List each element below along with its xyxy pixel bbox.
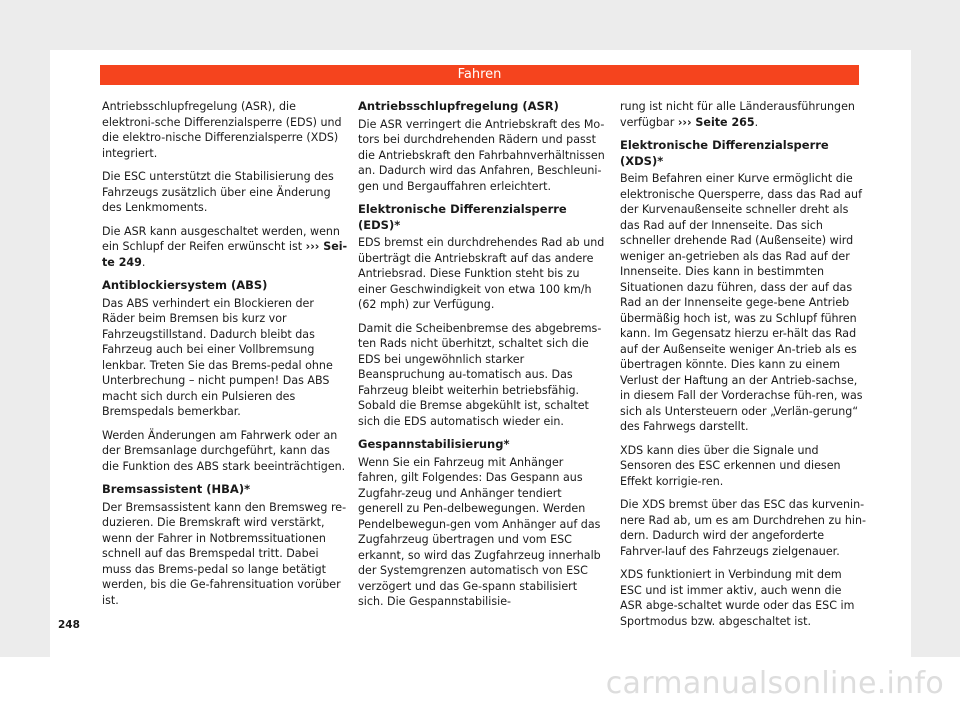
paragraph: Damit die Scheibenbremse des abgebrems-ten Rads nicht überhitzt, schaltet sich die EDS bei ungewöhnlich starker Beanspruchung au-tomatisch aus. Das Fahrzeug bleibt weiterhin betriebsfähig. Sobald die Bremse abgekühlt ist, schaltet sich die EDS automatisch wieder ein. [358,321,602,428]
section-heading-asr: Antriebsschlupfregelung (ASR) [358,99,559,113]
paragraph [102,224,349,271]
paragraph: XDS funktioniert in Verbindung mit dem ESC und ist immer aktiv, auch wenn die ASR abge-schaltet wurde oder das ESC im Sportmodus bzw. abgeschaltet ist. [620,568,855,628]
section-heading-gespann: Gespannstabilisierung* [358,437,510,451]
text-column-middle [358,99,605,618]
section-heading-xds: Elektronische Differenzialsperre (XDS)* [620,138,829,168]
paragraph-end: . [754,115,759,129]
section-heading-hba: Bremsassistent (HBA)* [102,482,251,496]
paragraph: Die XDS bremst über das ESC das kurvenin-nere Rad ab, um es am Durchdrehen zu hin-dern. Dadurch wird der angeforderte Fahrver-lauf des Fahrzeugs zielgenauer. [620,498,867,558]
section-heading-abs: Antiblockiersystem (ABS) [102,278,268,292]
paragraph: XDS kann dies über die Signale und Sensoren des ESC erkennen und diesen Effekt korrigie-ren. [620,443,841,488]
text-column-left [102,99,349,616]
paragraph: Der Bremsassistent kann den Bremsweg re-duzieren. Die Bremskraft wird verstärkt, wenn der Fahrer in Notbremssituationen schnell auf das Bremspedal tritt. Dabei muss das Brems-pedal so lange betätigt werden, bis die Ge-fahrensituation vorüber ist. [102,500,347,607]
paragraph: Wenn Sie ein Fahrzeug mit Anhänger fahren, gilt Folgendes: Das Gespann aus Zugfahr-zeug und Anhänger tendiert generell zu Pen-delbewegungen. Werden Pendelbewegun-gen vom Anhänger auf das Zugfahrzeug übertragen und vom ESC erkannt, so wird das Zugfahrzeug innerhalb der Systemgrenzen automatisch von ESC verzögert und das Ge-spann stabilisiert sich. Die Gespannstabilisie- [358,455,601,608]
text-column-right [620,99,867,637]
paragraph [620,99,867,130]
paragraph-text: rung ist nicht für alle Länderausführungen verfügbar [620,100,855,129]
paragraph: Beim Befahren einer Kurve ermöglicht die elektronische Quersperre, dass das Rad auf der Kurvenaußenseite schneller dreht als das Rad auf der Innenseite. Das sich schneller drehende Rad (Außenseite) wird weniger an-getrieben als das Rad auf der Innenseite. Dies kann in bestimmten Situationen dazu führen, dass der auf das Rad an der Innenseite gege-bene Antrieb übermäßig hoch ist, was zu Schlupf führen kann. Im Gegensatz hierzu er-hält das Rad auf der Außenseite weniger An-trieb als es übertragen könnte. Dies kann zu einem Verlust der Haftung an der Antrieb-sachse, in diesem Fall der Vorderachse füh-ren, was sich als Untersteuern oder „Verlän-gerung“ des Fahrwegs darstellt. [620,172,863,433]
section-header: Fahren [100,65,859,85]
section-heading-eds: Elektronische Differenzialsperre (EDS)* [358,202,567,232]
watermark: carmanualsonline.info [605,666,944,701]
manual-page [50,50,911,657]
page-reference-link[interactable]: ››› Seite 265 [677,115,755,129]
paragraph: EDS bremst ein durchdrehendes Rad ab und überträgt die Antriebskraft auf das andere Antriebsrad. Diese Funktion steht bis zu einer Geschwindigkeit von etwa 100 km/h (62 mph) zur Verfügung. [358,236,605,311]
paragraph: Werden Änderungen am Fahrwerk oder an der Bremsanlage durchgeführt, kann das die Funktion des ABS stark beeinträchtigen. [102,428,346,473]
paragraph: Das ABS verhindert ein Blockieren der Räder beim Bremsen bis kurz vor Fahrzeugstillstand. Dadurch bleibt das Fahrzeug auch bei einer Vollbremsung lenkbar. Treten Sie das Brems-pedal ohne Unterbrechung – nicht pumpen! Das ABS macht sich durch ein Pulsieren des Bremspedals bemerkbar. [102,296,333,418]
paragraph: Die ESC unterstützt die Stabilisierung des Fahrzeugs zusätzlich über eine Änderung des Lenkmoments. [102,170,334,214]
paragraph-end: . [141,255,146,269]
paragraph: Antriebsschlupfregelung (ASR), die elektroni-sche Differenzialsperre (EDS) und die elektro-nische Differenzialsperre (XDS) integriert. [102,100,342,160]
paragraph: Die ASR verringert die Antriebskraft des Mo-tors bei durchdrehenden Rädern und passt die Antriebskraft den Fahrbahnverhältnissen an. Dadurch wird das Anfahren, Beschleuni-gen und Bergauffahren erleichtert. [358,117,605,193]
paragraph-text: Die ASR kann ausgeschaltet werden, wenn ein Schlupf der Reifen erwünscht ist [102,224,340,253]
page-reference-link[interactable]: ››› Sei-te 249 [102,240,348,269]
page-number: 248 [58,619,80,631]
